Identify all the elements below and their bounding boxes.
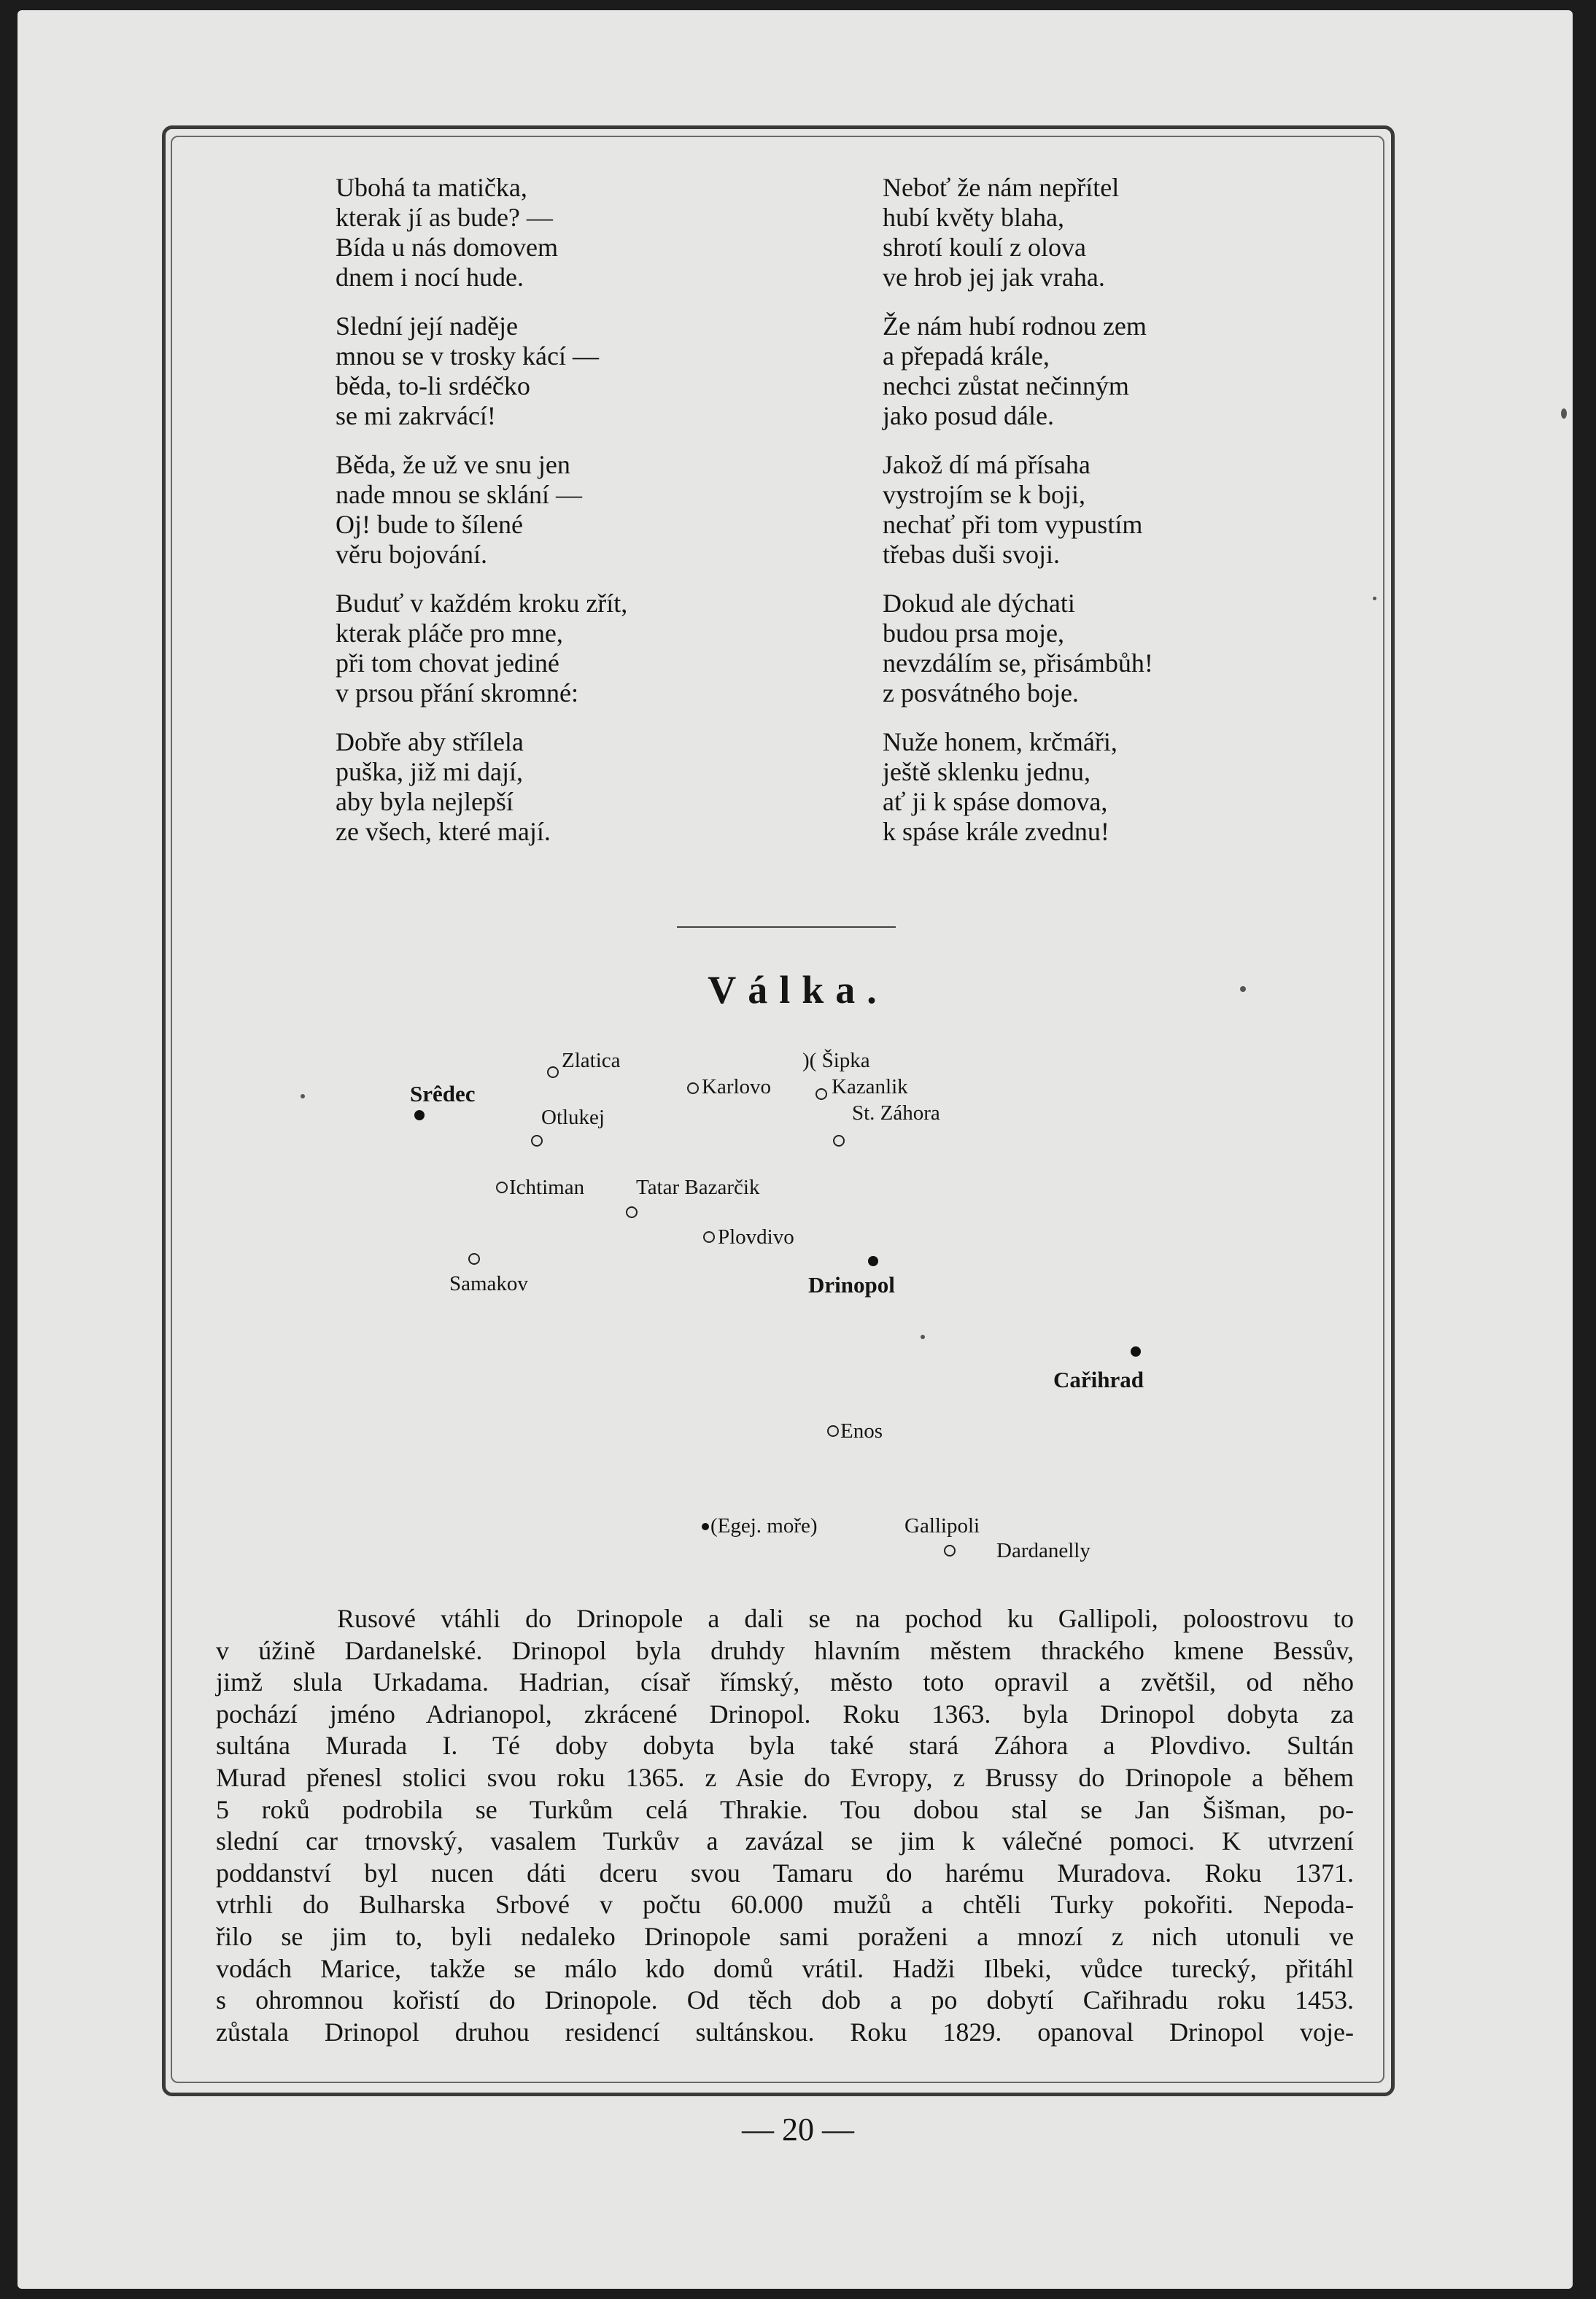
paragraph-line: vtrhli do Bulharska Srbové v počtu 60.000 mužů a chtěli Turky pokořiti. Nepoda- bbox=[216, 1890, 1354, 1920]
paragraph-line: poddanství byl nucen dáti dceru svou Tamaru do harému Muradova. Roku 1371. bbox=[216, 1858, 1354, 1888]
place-marker bbox=[496, 1182, 508, 1193]
place-gallipoli: Gallipoli bbox=[904, 1514, 980, 1538]
poem-line: ze všech, které mají. bbox=[336, 817, 551, 846]
place-marker bbox=[868, 1256, 878, 1266]
poem-stanza bbox=[883, 450, 1153, 570]
poem-line: nade mnou se sklání — bbox=[336, 480, 582, 509]
poem-line: Že nám hubí rodnou zem bbox=[883, 311, 1147, 341]
poem-line: Jakož dí má přísaha bbox=[883, 450, 1091, 479]
place-egej-more: (Egej. moře) bbox=[710, 1514, 818, 1538]
place-marker bbox=[833, 1135, 845, 1147]
poem-line: puška, již mi dají, bbox=[336, 757, 523, 786]
poem-stanza bbox=[883, 727, 1153, 847]
page-number: — 20 — bbox=[742, 2112, 854, 2147]
paragraph-line: řilo se jim to, byli nedaleko Drinopole sami poraženi a mnozí z nich utonuli ve bbox=[216, 1921, 1354, 1951]
poem-stanza bbox=[883, 589, 1153, 708]
print-speck bbox=[1561, 408, 1567, 419]
print-speck bbox=[1373, 597, 1376, 600]
poem-line: z posvátného boje. bbox=[883, 678, 1079, 707]
paragraph-line: s ohromnou kořistí do Drinopole. Od těch dob a po dobytí Cařihradu roku 1453. bbox=[216, 1985, 1354, 2015]
poem-line: dnem i nocí hude. bbox=[336, 263, 524, 292]
place-marker bbox=[687, 1082, 699, 1094]
poem-line: ať ji k spáse domova, bbox=[883, 787, 1108, 816]
poem-line: nevzdálím se, přisámbůh! bbox=[883, 648, 1153, 678]
place-marker bbox=[702, 1523, 709, 1530]
place-karlovo: Karlovo bbox=[702, 1075, 772, 1098]
paragraph-line: vodách Marice, takže se málo kdo domů vrátil. Hadži Ilbeki, vůdce turecký, přitáhl bbox=[216, 1953, 1354, 1983]
poem-line: jako posud dále. bbox=[883, 401, 1054, 430]
poem-stanza bbox=[336, 589, 627, 708]
poem-line: nechať při tom vypustím bbox=[883, 510, 1143, 539]
poem-line: aby byla nejlepší bbox=[336, 787, 514, 816]
place-marker bbox=[827, 1425, 839, 1437]
poem-right-column bbox=[883, 173, 1153, 866]
poem-line: hubí květy blaha, bbox=[883, 203, 1064, 232]
place-sipka: )( Šipka bbox=[802, 1049, 870, 1072]
paragraph-line: jimž slula Urkadama. Hadrian, císař římský, město toto opravil a zvětšil, od něho bbox=[216, 1667, 1354, 1697]
place-kazanlik: Kazanlik bbox=[832, 1075, 908, 1098]
place-ichtiman: Ichtiman bbox=[509, 1176, 585, 1199]
poem-stanza bbox=[336, 450, 627, 570]
poem-line: Slední její naděje bbox=[336, 311, 518, 341]
place-marker bbox=[944, 1545, 956, 1556]
print-speck bbox=[921, 1335, 925, 1339]
poem-line: se mi zakrvácí! bbox=[336, 401, 496, 430]
place-marker bbox=[1131, 1346, 1141, 1357]
place-marker bbox=[531, 1135, 543, 1147]
poem-stanza bbox=[883, 311, 1153, 431]
place-marker bbox=[816, 1088, 827, 1100]
poem-line: třebas duši svoji. bbox=[883, 540, 1060, 569]
place-marker bbox=[626, 1206, 638, 1218]
place-enos: Enos bbox=[840, 1419, 883, 1443]
paragraph-line: slední car trnovský, vasalem Turkův a zavázal se jim k válečné pomoci. K utvrzení bbox=[216, 1826, 1354, 1856]
place-carihrad: Cařihrad bbox=[1053, 1367, 1144, 1392]
poem-line: shrotí koulí z olova bbox=[883, 233, 1086, 262]
place-marker bbox=[703, 1231, 715, 1243]
poem-line: k spáse krále zvednu! bbox=[883, 817, 1109, 846]
poem-line: mnou se v trosky kácí — bbox=[336, 341, 599, 371]
paragraph-line: sultána Murada I. Té doby dobyta byla také stará Záhora a Plovdivo. Sultán bbox=[216, 1731, 1354, 1761]
place-marker bbox=[547, 1066, 559, 1078]
poem-line: Dobře aby střílela bbox=[336, 727, 524, 756]
poem-line: Bída u nás domovem bbox=[336, 233, 558, 262]
poem-line: budou prsa moje, bbox=[883, 619, 1064, 648]
poem-line: při tom chovat jediné bbox=[336, 648, 559, 678]
place-sredec: Srêdec bbox=[410, 1081, 476, 1106]
poem-line: Buduť v každém kroku zřít, bbox=[336, 589, 628, 618]
place-marker bbox=[414, 1110, 425, 1120]
poem-line: v prsou přání skromné: bbox=[336, 678, 578, 707]
place-tatar-bazarcik: Tatar Bazarčik bbox=[636, 1176, 760, 1199]
paragraph-line: zůstala Drinopol druhou residencí sultánskou. Roku 1829. opanoval Drinopol voje- bbox=[216, 2017, 1354, 2047]
poem-line: vystrojím se k boji, bbox=[883, 480, 1085, 509]
poem-line: ještě sklenku jednu, bbox=[883, 757, 1091, 786]
section-divider bbox=[677, 926, 896, 928]
place-samakov: Samakov bbox=[449, 1272, 528, 1295]
poem-stanza bbox=[336, 727, 627, 847]
poem-line: Běda, že už ve snu jen bbox=[336, 450, 570, 479]
poem-stanza bbox=[883, 173, 1153, 292]
poem-line: nechci zůstat nečinným bbox=[883, 371, 1129, 400]
print-speck bbox=[301, 1094, 305, 1098]
poem-left-column bbox=[336, 173, 627, 866]
place-otlukej: Otlukej bbox=[541, 1106, 605, 1129]
paragraph-line: 5 roků podrobila se Turkům celá Thrakie. Tou dobou stal se Jan Šišman, po- bbox=[216, 1794, 1354, 1824]
paragraph-line: Rusové vtáhli do Drinopole a dali se na pochod ku Gallipoli, poloostrovu to bbox=[337, 1604, 1354, 1633]
paragraph-line: pochází jméno Adrianopol, zkrácené Drinopol. Roku 1363. byla Drinopol dobyta za bbox=[216, 1699, 1354, 1729]
poem-line: a přepadá krále, bbox=[883, 341, 1050, 371]
poem-stanza bbox=[336, 311, 627, 431]
poem-line: Nuže honem, krčmáři, bbox=[883, 727, 1117, 756]
poem-line: věru bojování. bbox=[336, 540, 487, 569]
place-zlatica: Zlatica bbox=[562, 1049, 621, 1072]
history-paragraph bbox=[216, 1603, 1354, 2048]
paragraph-line: v úžině Dardanelské. Drinopol byla druhdy hlavním městem thrackého kmene Bessův, bbox=[216, 1635, 1354, 1665]
place-marker bbox=[468, 1253, 480, 1265]
place-st-zahora: St. Záhora bbox=[852, 1101, 940, 1125]
poem-line: Dokud ale dýchati bbox=[883, 589, 1075, 618]
poem-line: běda, to-li srdéčko bbox=[336, 371, 530, 400]
place-dardanelly: Dardanelly bbox=[996, 1539, 1091, 1562]
place-plovdivo: Plovdivo bbox=[718, 1225, 794, 1249]
poem-line: ve hrob jej jak vraha. bbox=[883, 263, 1105, 292]
place-drinopol: Drinopol bbox=[808, 1272, 895, 1298]
poem-line: kterak jí as bude? — bbox=[336, 203, 553, 232]
poem-line: Ubohá ta matička, bbox=[336, 173, 527, 202]
section-title: Válka. bbox=[708, 968, 888, 1012]
paragraph-line: Murad přenesl stolici svou roku 1365. z Asie do Evropy, z Brussy do Drinopole a během bbox=[216, 1762, 1354, 1792]
poem-line: kterak pláče pro mne, bbox=[336, 619, 563, 648]
poem-line: Neboť že nám nepřítel bbox=[883, 173, 1120, 202]
poem-line: Oj! bude to šílené bbox=[336, 510, 523, 539]
poem-stanza bbox=[336, 173, 627, 292]
print-speck bbox=[1240, 986, 1246, 992]
